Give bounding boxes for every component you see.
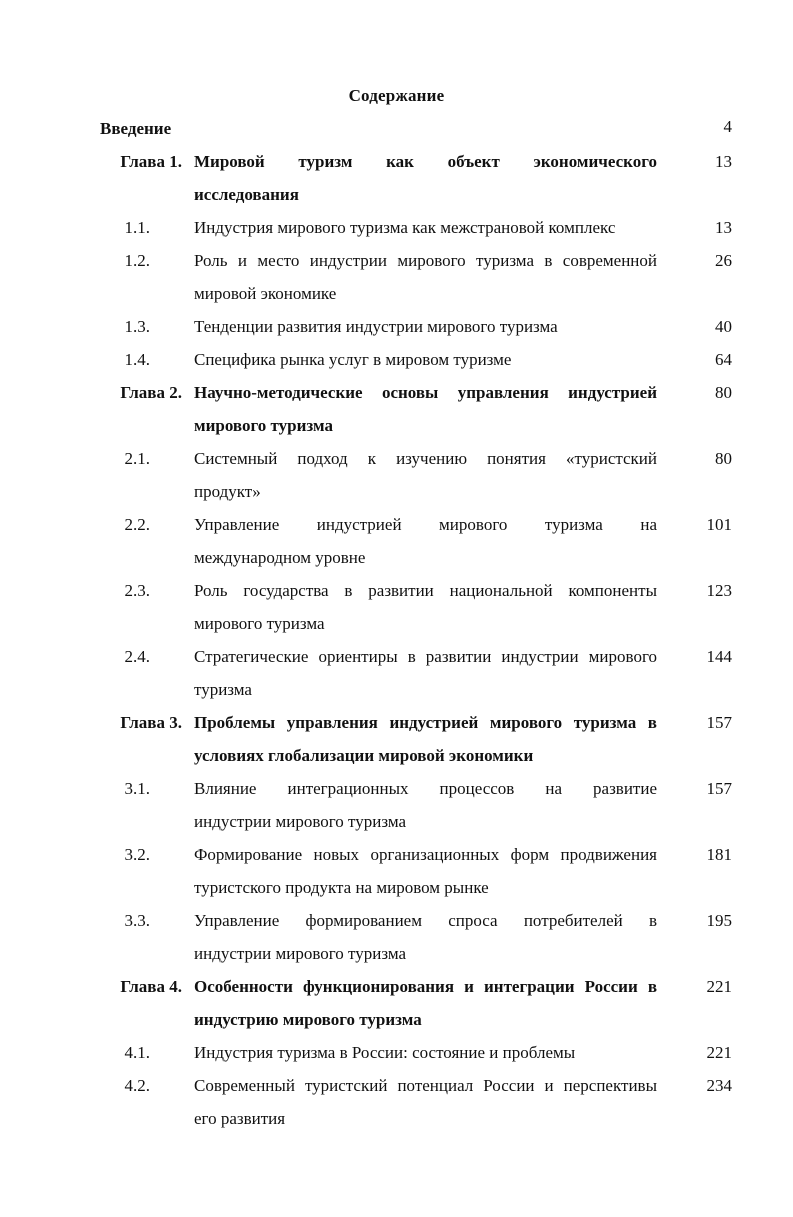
section-title bbox=[194, 1069, 657, 1135]
page-number: 123 bbox=[706, 581, 732, 600]
title-line: туристского продукта на мировом рынке bbox=[194, 878, 489, 897]
section-number: 4.1. bbox=[124, 1043, 150, 1062]
page-number: 221 bbox=[706, 1043, 732, 1062]
section-number: 3.1. bbox=[124, 779, 150, 798]
title-line: Современный туристский потенциал России и перспективы bbox=[194, 1076, 657, 1095]
section-title bbox=[194, 574, 657, 640]
title-line: Индустрия мирового туризма как межстрановой комплекс bbox=[194, 218, 616, 237]
title-line: мирового туризма bbox=[194, 416, 333, 435]
page-number: 40 bbox=[715, 317, 732, 336]
section-number: 1.1. bbox=[124, 218, 150, 237]
chapter-title bbox=[194, 970, 657, 1036]
chapter-title bbox=[194, 145, 657, 211]
title-line: Стратегические ориентиры в развитии индустрии мирового bbox=[194, 647, 657, 666]
page-number: 13 bbox=[715, 152, 732, 171]
title-line: мирового туризма bbox=[194, 614, 325, 633]
title-line: международном уровне bbox=[194, 548, 366, 567]
intro-page-number: 4 bbox=[723, 117, 732, 136]
section-title bbox=[194, 772, 657, 838]
section-title bbox=[194, 442, 657, 508]
section-number: 1.4. bbox=[124, 350, 150, 369]
chapter-number: Глава 4. bbox=[120, 977, 182, 996]
title-line: Формирование новых организационных форм продвижения bbox=[194, 845, 657, 864]
section-number: 4.2. bbox=[124, 1076, 150, 1095]
title-line: условиях глобализации мировой экономики bbox=[194, 746, 534, 765]
title-line: Особенности функционирования и интеграции России в bbox=[194, 977, 657, 996]
section-title bbox=[194, 640, 657, 706]
title-line: индустрии мирового туризма bbox=[194, 812, 407, 831]
section-number: 1.2. bbox=[124, 251, 150, 270]
title-line: Научно-методические основы управления индустрией bbox=[194, 383, 657, 402]
title-line: Мировой туризм как объект экономического bbox=[194, 152, 657, 171]
section-title bbox=[194, 211, 657, 244]
page-number: 157 bbox=[706, 713, 732, 732]
page-number: 234 bbox=[706, 1076, 732, 1095]
page-title: Содержание bbox=[348, 86, 445, 105]
page-number: 13 bbox=[715, 218, 732, 237]
chapter-number: Глава 3. bbox=[120, 713, 182, 732]
title-line: его развития bbox=[194, 1109, 286, 1128]
section-title bbox=[194, 904, 657, 970]
page-number: 80 bbox=[715, 449, 732, 468]
section-title bbox=[194, 310, 657, 343]
page-number: 221 bbox=[706, 977, 732, 996]
title-line: Влияние интеграционных процессов на развитие bbox=[194, 779, 657, 798]
intro-label: Введение bbox=[100, 119, 172, 138]
section-number: 1.3. bbox=[124, 317, 150, 336]
title-line: Системный подход к изучению понятия «туристский bbox=[194, 449, 657, 468]
page-number: 195 bbox=[706, 911, 732, 930]
section-title bbox=[194, 244, 657, 310]
section-number: 3.2. bbox=[124, 845, 150, 864]
section-number: 2.1. bbox=[124, 449, 150, 468]
page-number: 26 bbox=[715, 251, 732, 270]
title-line: Специфика рынка услуг в мировом туризме bbox=[194, 350, 512, 369]
page-number: 144 bbox=[706, 647, 732, 666]
title-line: исследования bbox=[194, 185, 299, 204]
chapter-number: Глава 2. bbox=[120, 383, 182, 402]
title-line: мировой экономике bbox=[194, 284, 337, 303]
section-number: 2.4. bbox=[124, 647, 150, 666]
section-number: 2.2. bbox=[124, 515, 150, 534]
title-line: Управление формированием спроса потребителей в bbox=[194, 911, 657, 930]
chapter-title bbox=[194, 376, 657, 442]
section-title bbox=[194, 838, 657, 904]
section-title bbox=[194, 508, 657, 574]
title-line: туризма bbox=[194, 680, 252, 699]
page-number: 101 bbox=[706, 515, 732, 534]
section-number: 2.3. bbox=[124, 581, 150, 600]
chapter-number: Глава 1. bbox=[120, 152, 182, 171]
chapter-title bbox=[194, 706, 657, 772]
title-line: индустрии мирового туризма bbox=[194, 944, 407, 963]
page-number: 80 bbox=[715, 383, 732, 402]
title-line: Тенденции развития индустрии мирового туризма bbox=[194, 317, 558, 336]
section-title bbox=[194, 343, 657, 376]
title-line: индустрию мирового туризма bbox=[194, 1010, 422, 1029]
page-number: 181 bbox=[706, 845, 732, 864]
title-line: Индустрия туризма в России: состояние и проблемы bbox=[194, 1043, 576, 1062]
title-line: Проблемы управления индустрией мирового туризма в bbox=[194, 713, 657, 732]
title-line: Роль и место индустрии мирового туризма в современной bbox=[194, 251, 657, 270]
title-line: Роль государства в развитии национальной компоненты bbox=[194, 581, 657, 600]
page-number: 157 bbox=[706, 779, 732, 798]
page-number: 64 bbox=[715, 350, 732, 369]
section-number: 3.3. bbox=[124, 911, 150, 930]
title-line: продукт» bbox=[194, 482, 261, 501]
section-title bbox=[194, 1036, 657, 1069]
title-line: Управление индустрией мирового туризма на bbox=[194, 515, 657, 534]
